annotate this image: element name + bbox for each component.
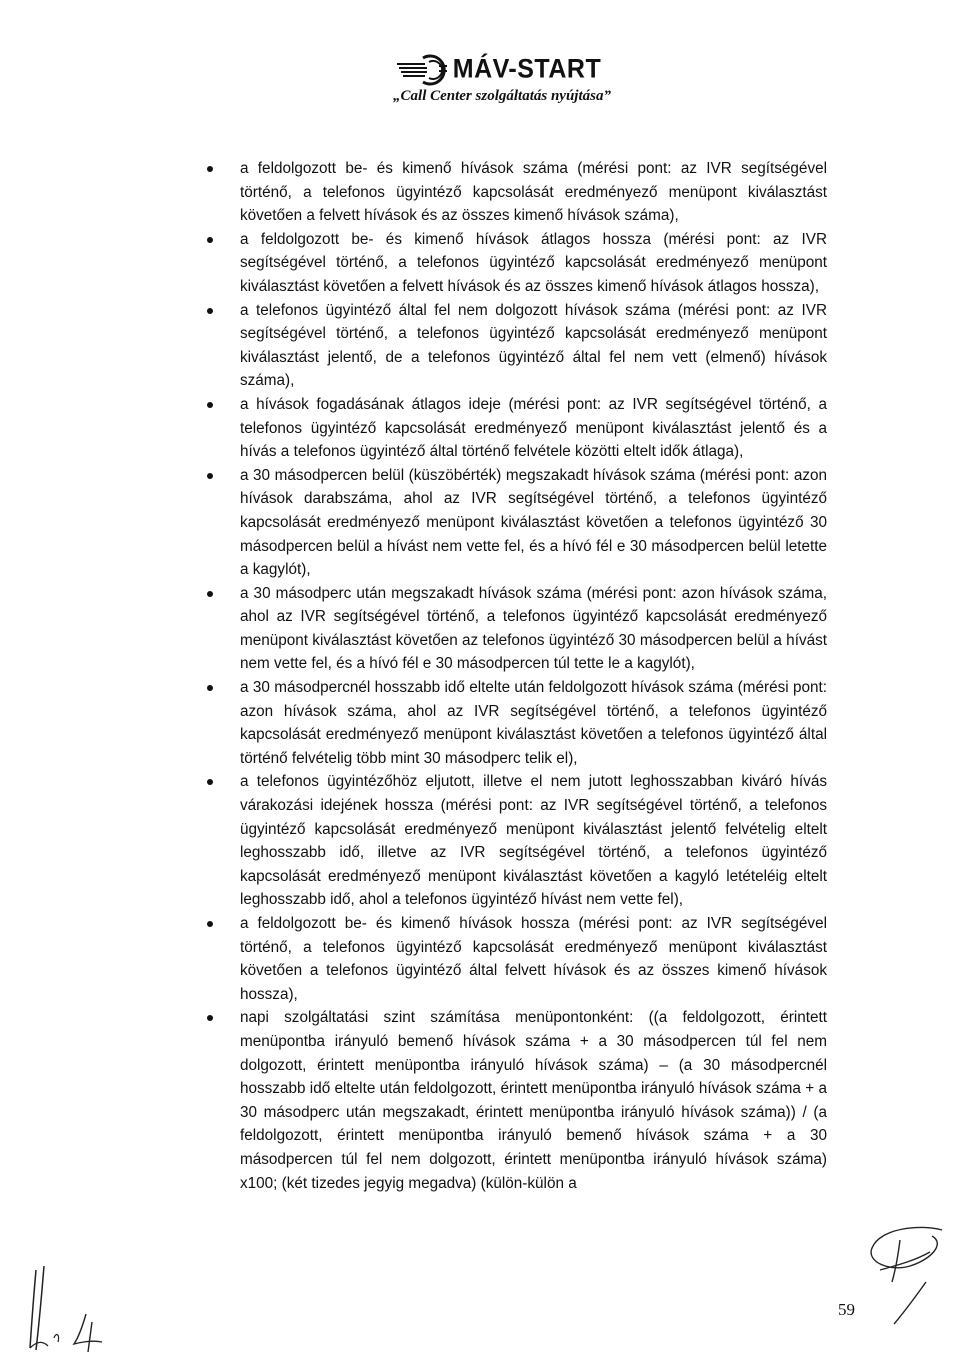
- signature-right: [850, 1222, 950, 1326]
- company-logo: [36, 52, 960, 86]
- train-logo-icon: [395, 52, 449, 86]
- list-item: napi szolgáltatási szint számítása menüpontonként: ((a feldolgozott, érintett menüpontba irányuló bemenő hívások száma + a 30 másodpercen túl fel nem dolgozott, érintett menüpontba irányuló hívások száma) – (a 30 másodpercnél hosszabb idő eltelte után feldolgozott, érintett menüpontba irányuló hívások száma + a 30 másodperc után megszakadt, érintett menüpontba irányuló hívások száma)) / (a feldolgozott, érintett menüpontba irányuló bemenő hívások száma + a 30 másodpercen túl fel nem dolgozott, érintett menüpontba irányuló hívások száma) x100; (két tizedes jegyig megadva) (külön-külön a: [205, 1006, 827, 1195]
- page-header: [0, 52, 960, 105]
- document-body: [205, 157, 827, 1195]
- list-item: a telefonos ügyintézőhöz eljutott, illetve el nem jutott leghosszabban kiváró hívás várakozási idejének hossza (mérési pont: az IVR segítségével történő, a telefonos ügyintéző kapcsolását eredményező menüpont kiválasztást jelentő felvételig eltelt leghosszabb idő, illetve az IVR segítségével történő, a telefonos ügyintéző kapcsolását eredményező menüpont kiválasztást követően a kagyló letételéig eltelt leghosszabb idő, ahol a telefonos ügyintéző hívást nem vette fel),: [205, 770, 827, 912]
- list-item: a feldolgozott be- és kimenő hívások száma (mérési pont: az IVR segítségével történő, a telefonos ügyintéző kapcsolását eredményező menüpont kiválasztást követően a felvett hívások és az összes kimenő hívások száma),: [205, 157, 827, 228]
- list-item: a feldolgozott be- és kimenő hívások átlagos hossza (mérési pont: az IVR segítségével történő, a telefonos ügyintéző kapcsolását eredményező menüpont kiválasztást követően a felvett hívások és az összes kimenő hívások átlagos hossza),: [205, 228, 827, 299]
- list-item: a telefonos ügyintéző által fel nem dolgozott hívások száma (mérési pont: az IVR segítségével történő, a telefonos ügyintéző kapcsolását eredményező menüpont kiválasztást jelentő, de a telefonos ügyintéző által fel nem vett (elmenő) hívások száma),: [205, 299, 827, 393]
- initials-signature-left: [22, 1262, 112, 1354]
- page-number: 59: [838, 1300, 855, 1319]
- requirements-list: [205, 157, 827, 1195]
- list-item: a 30 másodpercen belül (küszöbérték) megszakadt hívások száma (mérési pont: azon hívások darabszáma, ahol az IVR segítségével történő, a telefonos ügyintéző kapcsolását eredményező menüpont kiválasztást követően a telefonos ügyintéző 30 másodpercen belül a hívást nem vette fel, és a hívó fél e 30 másodpercen belül letette a kagylót),: [205, 464, 827, 582]
- list-item: a 30 másodperc után megszakadt hívások száma (mérési pont: azon hívások száma, ahol az IVR segítségével történő, a telefonos ügyintéző kapcsolását eredményező menüpont kiválasztást követően az telefonos ügyintéző 30 másodpercen belül a hívást nem vette fel, és a hívó fél e 30 másodpercen túl tette le a kagylót),: [205, 582, 827, 676]
- list-item: a hívások fogadásának átlagos ideje (mérési pont: az IVR segítségével történő, a telefonos ügyintéző kapcsolását eredményező menüpont kiválasztást jelentő és a hívás a telefonos ügyintéző által történő felvétele közötti eltelt idők átlaga),: [205, 393, 827, 464]
- list-item: a 30 másodpercnél hosszabb idő eltelte után feldolgozott hívások száma (mérési pont: azon hívások száma, ahol az IVR segítségével történő, a telefonos ügyintéző kapcsolását eredményező menüpont kiválasztást követően a telefonos ügyintéző által történő felvételig több mint 30 másodperc telik el),: [205, 676, 827, 770]
- logo-wordmark: MÁV-START: [452, 53, 602, 84]
- list-item: a feldolgozott be- és kimenő hívások hossza (mérési pont: az IVR segítségével történő, a telefonos ügyintéző kapcsolását eredményező menüpont kiválasztást követően a telefonos ügyintéző által felvett hívások és az összes kimenő hívások hossza),: [205, 912, 827, 1006]
- document-subtitle: „Call Center szolgáltatás nyújtása”: [393, 88, 611, 104]
